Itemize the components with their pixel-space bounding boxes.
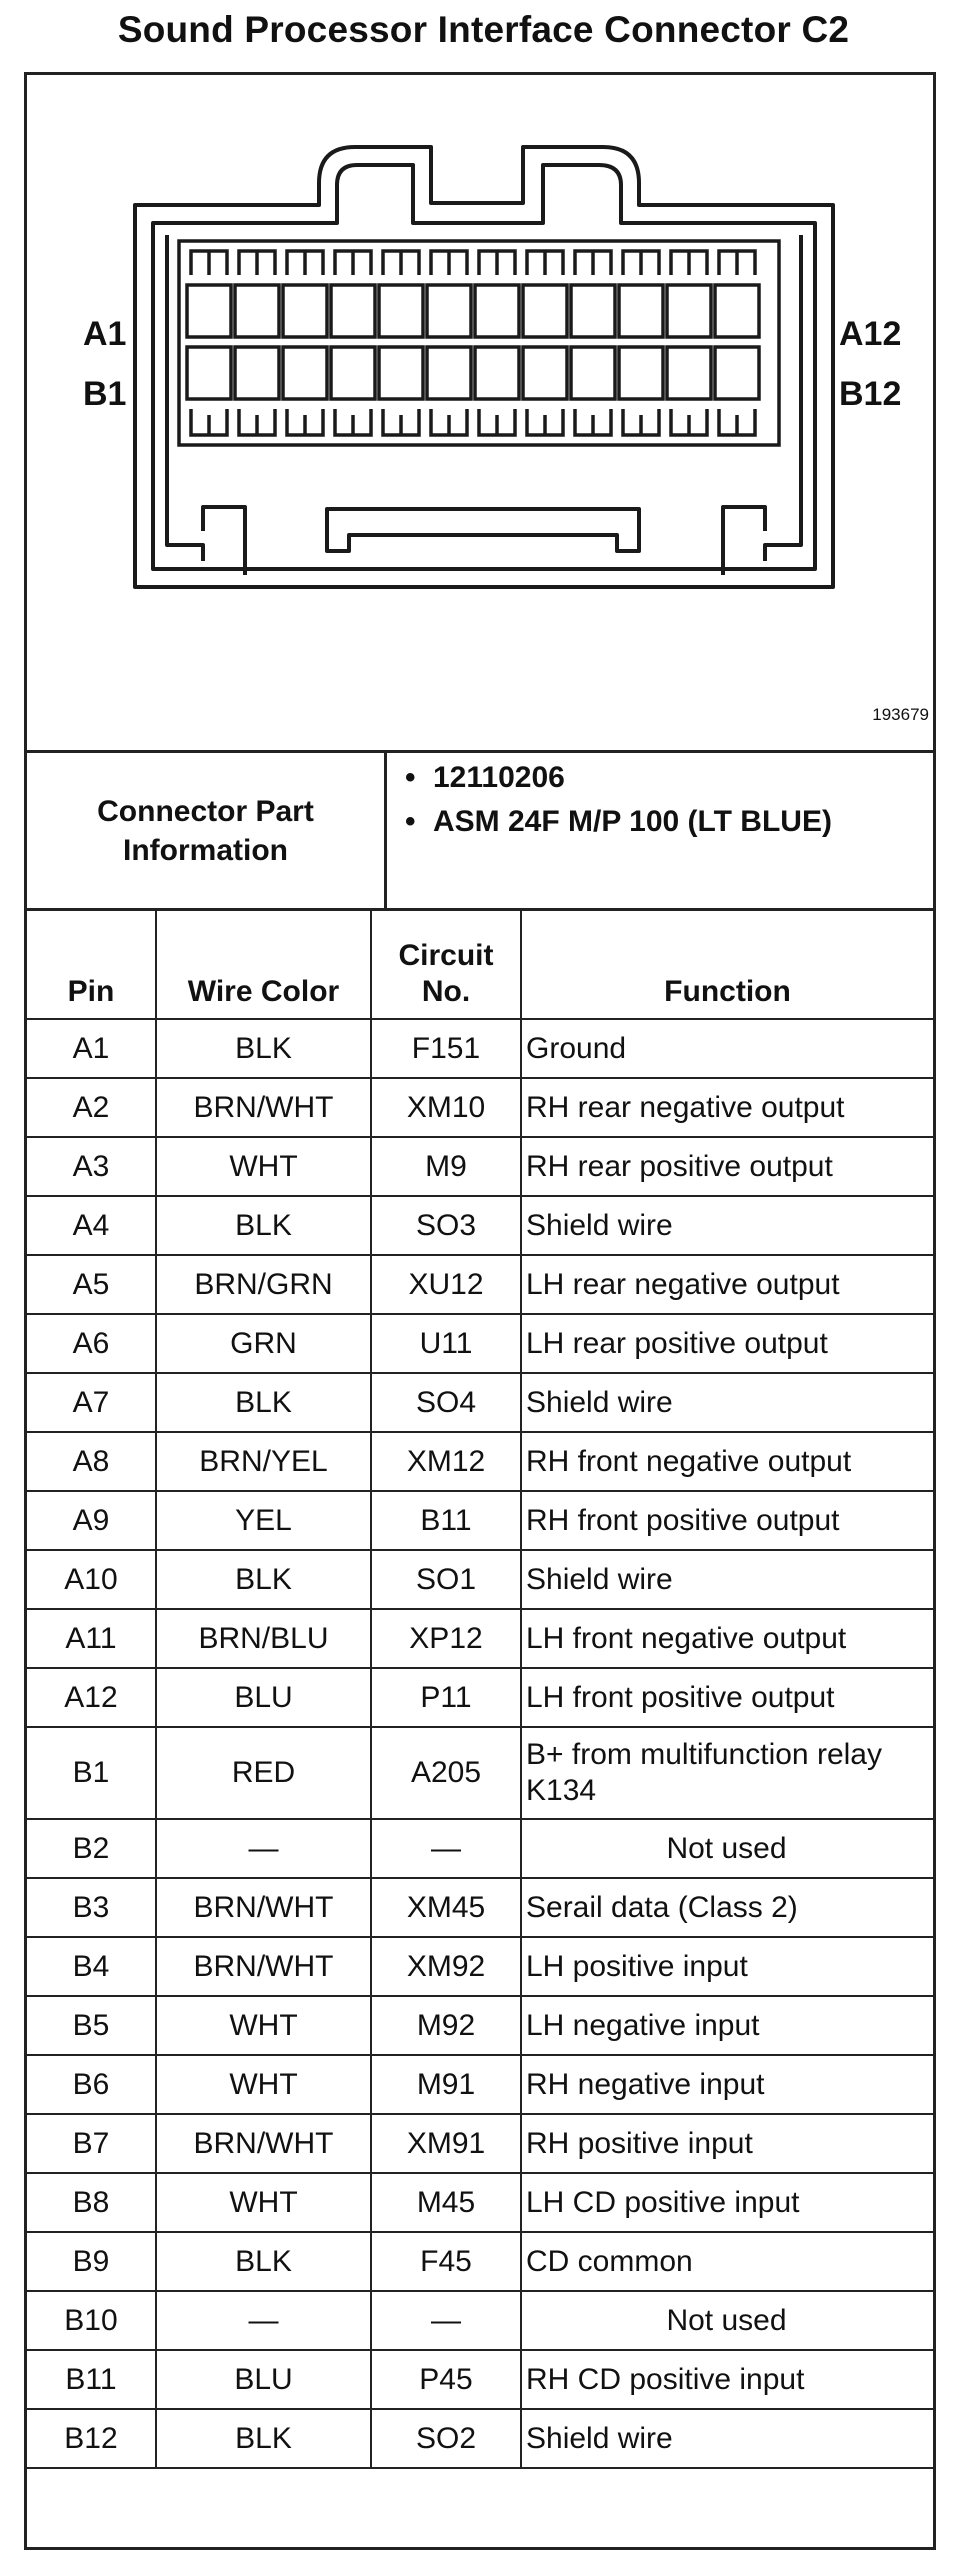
circuit-cell: P11 <box>371 1668 521 1727</box>
table-row <box>27 1314 933 1373</box>
connector-right-rail <box>765 235 801 561</box>
circuit-cell: XU12 <box>371 1255 521 1314</box>
part-number: • 12110206 <box>399 759 919 797</box>
latch-window-bottom <box>719 409 755 435</box>
wire-color-cell: BLK <box>156 1019 371 1078</box>
header-function: Function <box>521 911 933 1019</box>
wire-color-cell: BLK <box>156 1550 371 1609</box>
wire-color-cell: BLK <box>156 1373 371 1432</box>
latch-window-top <box>191 251 227 275</box>
table-row <box>27 1255 933 1314</box>
circuit-cell: M9 <box>371 1137 521 1196</box>
pin-cell: B2 <box>27 1819 156 1878</box>
circuit-cell: M45 <box>371 2173 521 2232</box>
cavity-a8 <box>523 285 567 337</box>
function-cell: LH rear positive output <box>521 1314 933 1373</box>
pin-label-a1: A1 <box>83 315 127 353</box>
function-cell: LH rear negative output <box>521 1255 933 1314</box>
pin-cell: B3 <box>27 1878 156 1937</box>
table-row <box>27 2409 933 2468</box>
cavity-b2 <box>235 347 279 399</box>
cavity-b6 <box>427 347 471 399</box>
pin-cell: B8 <box>27 2173 156 2232</box>
cavity-a1 <box>187 285 231 337</box>
latch-window-bottom <box>575 409 611 435</box>
cavity-b8 <box>523 347 567 399</box>
wire-color-cell: WHT <box>156 1137 371 1196</box>
latch-window-bottom <box>479 409 515 435</box>
pin-table-header <box>27 911 933 1019</box>
table-row <box>27 1609 933 1668</box>
wire-color-cell: BRN/WHT <box>156 1878 371 1937</box>
table-row <box>27 1137 933 1196</box>
wire-color-cell: BLK <box>156 1196 371 1255</box>
function-cell: LH positive input <box>521 1937 933 1996</box>
latch-window-top <box>575 251 611 275</box>
cavity-b10 <box>619 347 663 399</box>
circuit-cell: F151 <box>371 1019 521 1078</box>
function-cell: CD common <box>521 2232 933 2291</box>
cavity-a10 <box>619 285 663 337</box>
connector-bottom-step <box>203 507 245 575</box>
function-cell: RH CD positive input <box>521 2350 933 2409</box>
latch-window-bottom <box>527 409 563 435</box>
function-cell: Shield wire <box>521 2409 933 2468</box>
latch-window-bottom <box>431 409 467 435</box>
header-wire-color: Wire Color <box>156 911 371 1019</box>
wire-color-cell: WHT <box>156 2055 371 2114</box>
latch-window-bottom <box>623 409 659 435</box>
circuit-cell: XM91 <box>371 2114 521 2173</box>
pin-cell: B11 <box>27 2350 156 2409</box>
pin-table <box>27 911 933 2469</box>
latch-window-top <box>287 251 323 275</box>
function-cell: RH positive input <box>521 2114 933 2173</box>
pin-cell: A6 <box>27 1314 156 1373</box>
cavity-a9 <box>571 285 615 337</box>
connector-housing-outline <box>135 147 833 587</box>
latch-window-bottom <box>239 409 275 435</box>
cavity-a12 <box>715 285 759 337</box>
latch-window-top <box>671 251 707 275</box>
wire-color-cell: — <box>156 2291 371 2350</box>
latch-window-top <box>383 251 419 275</box>
wire-color-cell: BRN/BLU <box>156 1609 371 1668</box>
table-row <box>27 1196 933 1255</box>
cavity-b7 <box>475 347 519 399</box>
function-cell: Shield wire <box>521 1196 933 1255</box>
pin-cell: B12 <box>27 2409 156 2468</box>
figure-number: 193679 <box>872 705 929 724</box>
latch-window-bottom <box>383 409 419 435</box>
pin-cell: B4 <box>27 1937 156 1996</box>
table-row <box>27 1491 933 1550</box>
circuit-cell: SO1 <box>371 1550 521 1609</box>
connector-part-info <box>27 753 933 911</box>
table-row <box>27 1019 933 1078</box>
circuit-cell: U11 <box>371 1314 521 1373</box>
circuit-cell: XM10 <box>371 1078 521 1137</box>
latch-window-top <box>479 251 515 275</box>
pin-cell: B9 <box>27 2232 156 2291</box>
table-row <box>27 1550 933 1609</box>
function-cell: RH front positive output <box>521 1491 933 1550</box>
table-row <box>27 1432 933 1491</box>
cavity-b1 <box>187 347 231 399</box>
function-cell: LH front positive output <box>521 1668 933 1727</box>
connector-info-list <box>399 759 919 847</box>
wire-color-cell: BLK <box>156 2409 371 2468</box>
wire-color-cell: BLU <box>156 1668 371 1727</box>
function-cell: B+ from multifunction relay K134 <box>521 1727 933 1819</box>
cavity-a4 <box>331 285 375 337</box>
function-cell: Shield wire <box>521 1550 933 1609</box>
function-cell: Serail data (Class 2) <box>521 1878 933 1937</box>
pin-cell: A9 <box>27 1491 156 1550</box>
function-cell: RH rear positive output <box>521 1137 933 1196</box>
circuit-cell: M92 <box>371 1996 521 2055</box>
wire-color-cell: GRN <box>156 1314 371 1373</box>
table-row <box>27 2114 933 2173</box>
cavity-b5 <box>379 347 423 399</box>
pin-table-body <box>27 1019 933 2468</box>
wire-color-cell: WHT <box>156 1996 371 2055</box>
pin-label-b12: B12 <box>839 375 902 413</box>
cavity-b3 <box>283 347 327 399</box>
latch-window-top <box>719 251 755 275</box>
wire-color-cell: BRN/WHT <box>156 2114 371 2173</box>
wire-color-cell: — <box>156 1819 371 1878</box>
cavity-b11 <box>667 347 711 399</box>
circuit-cell: A205 <box>371 1727 521 1819</box>
circuit-cell: XM12 <box>371 1432 521 1491</box>
pin-cell: A7 <box>27 1373 156 1432</box>
function-cell: Shield wire <box>521 1373 933 1432</box>
table-row <box>27 2291 933 2350</box>
latch-window-bottom <box>671 409 707 435</box>
circuit-cell: SO3 <box>371 1196 521 1255</box>
pin-cell: A8 <box>27 1432 156 1491</box>
wire-color-cell: BRN/YEL <box>156 1432 371 1491</box>
part-description: • ASM 24F M/P 100 (LT BLUE) <box>399 803 919 841</box>
page-title: Sound Processor Interface Connector C2 <box>117 9 850 50</box>
connector-drawing <box>27 75 933 750</box>
pin-label-a12: A12 <box>839 315 902 353</box>
pin-cell: A1 <box>27 1019 156 1078</box>
cavity-a3 <box>283 285 327 337</box>
table-row <box>27 1668 933 1727</box>
function-cell: Not used <box>521 1819 933 1878</box>
latch-window-bottom <box>191 409 227 435</box>
table-row <box>27 2173 933 2232</box>
function-cell: LH CD positive input <box>521 2173 933 2232</box>
circuit-cell: XP12 <box>371 1609 521 1668</box>
cavity-b9 <box>571 347 615 399</box>
latch-window-bottom <box>287 409 323 435</box>
pin-cell: A4 <box>27 1196 156 1255</box>
header-circuit: Circuit No. <box>371 911 521 1019</box>
table-row <box>27 2350 933 2409</box>
latch-window-top <box>335 251 371 275</box>
wire-color-cell: BRN/GRN <box>156 1255 371 1314</box>
wire-color-cell: BRN/WHT <box>156 1937 371 1996</box>
function-cell: Not used <box>521 2291 933 2350</box>
pin-cell: A11 <box>27 1609 156 1668</box>
latch-window-top <box>623 251 659 275</box>
table-row <box>27 1078 933 1137</box>
circuit-cell: — <box>371 1819 521 1878</box>
circuit-cell: — <box>371 2291 521 2350</box>
table-row <box>27 1373 933 1432</box>
latch-window-top <box>431 251 467 275</box>
connector-info-label: Connector Part Information <box>27 753 387 908</box>
table-row <box>27 1937 933 1996</box>
pin-cell: A10 <box>27 1550 156 1609</box>
connector-sheet <box>24 72 936 2550</box>
connector-diagram <box>27 75 933 753</box>
pin-cell: B10 <box>27 2291 156 2350</box>
table-row <box>27 1878 933 1937</box>
table-row <box>27 1727 933 1819</box>
wire-color-cell: YEL <box>156 1491 371 1550</box>
pin-cell: B1 <box>27 1727 156 1819</box>
circuit-cell: B11 <box>371 1491 521 1550</box>
latch-window-top <box>239 251 275 275</box>
table-row <box>27 2055 933 2114</box>
connector-keyway <box>327 509 639 551</box>
connector-bottom-step-r <box>723 507 765 575</box>
latch-window-bottom <box>335 409 371 435</box>
function-cell: LH negative input <box>521 1996 933 2055</box>
circuit-cell: XM45 <box>371 1878 521 1937</box>
circuit-cell: SO4 <box>371 1373 521 1432</box>
pin-cell: A3 <box>27 1137 156 1196</box>
header-pin: Pin <box>27 911 156 1019</box>
circuit-cell: SO2 <box>371 2409 521 2468</box>
cavity-a11 <box>667 285 711 337</box>
function-cell: Ground <box>521 1019 933 1078</box>
function-cell: LH front negative output <box>521 1609 933 1668</box>
cavity-a6 <box>427 285 471 337</box>
pin-cell: B6 <box>27 2055 156 2114</box>
wire-color-cell: BLU <box>156 2350 371 2409</box>
cavity-b4 <box>331 347 375 399</box>
wire-color-cell: BLK <box>156 2232 371 2291</box>
cavity-b12 <box>715 347 759 399</box>
table-row <box>27 1819 933 1878</box>
function-cell: RH negative input <box>521 2055 933 2114</box>
function-cell: RH front negative output <box>521 1432 933 1491</box>
wire-color-cell: BRN/WHT <box>156 1078 371 1137</box>
cavity-a7 <box>475 285 519 337</box>
wire-color-cell: RED <box>156 1727 371 1819</box>
wire-color-cell: WHT <box>156 2173 371 2232</box>
cavity-a5 <box>379 285 423 337</box>
pin-cell: A2 <box>27 1078 156 1137</box>
circuit-cell: M91 <box>371 2055 521 2114</box>
function-cell: RH rear negative output <box>521 1078 933 1137</box>
table-row <box>27 2232 933 2291</box>
table-row <box>27 1996 933 2055</box>
cavity-a2 <box>235 285 279 337</box>
pin-cell: B5 <box>27 1996 156 2055</box>
pin-cell: A5 <box>27 1255 156 1314</box>
latch-window-top <box>527 251 563 275</box>
pin-label-b1: B1 <box>83 375 127 413</box>
pin-cell: B7 <box>27 2114 156 2173</box>
circuit-cell: P45 <box>371 2350 521 2409</box>
circuit-cell: XM92 <box>371 1937 521 1996</box>
circuit-cell: F45 <box>371 2232 521 2291</box>
pin-cell: A12 <box>27 1668 156 1727</box>
